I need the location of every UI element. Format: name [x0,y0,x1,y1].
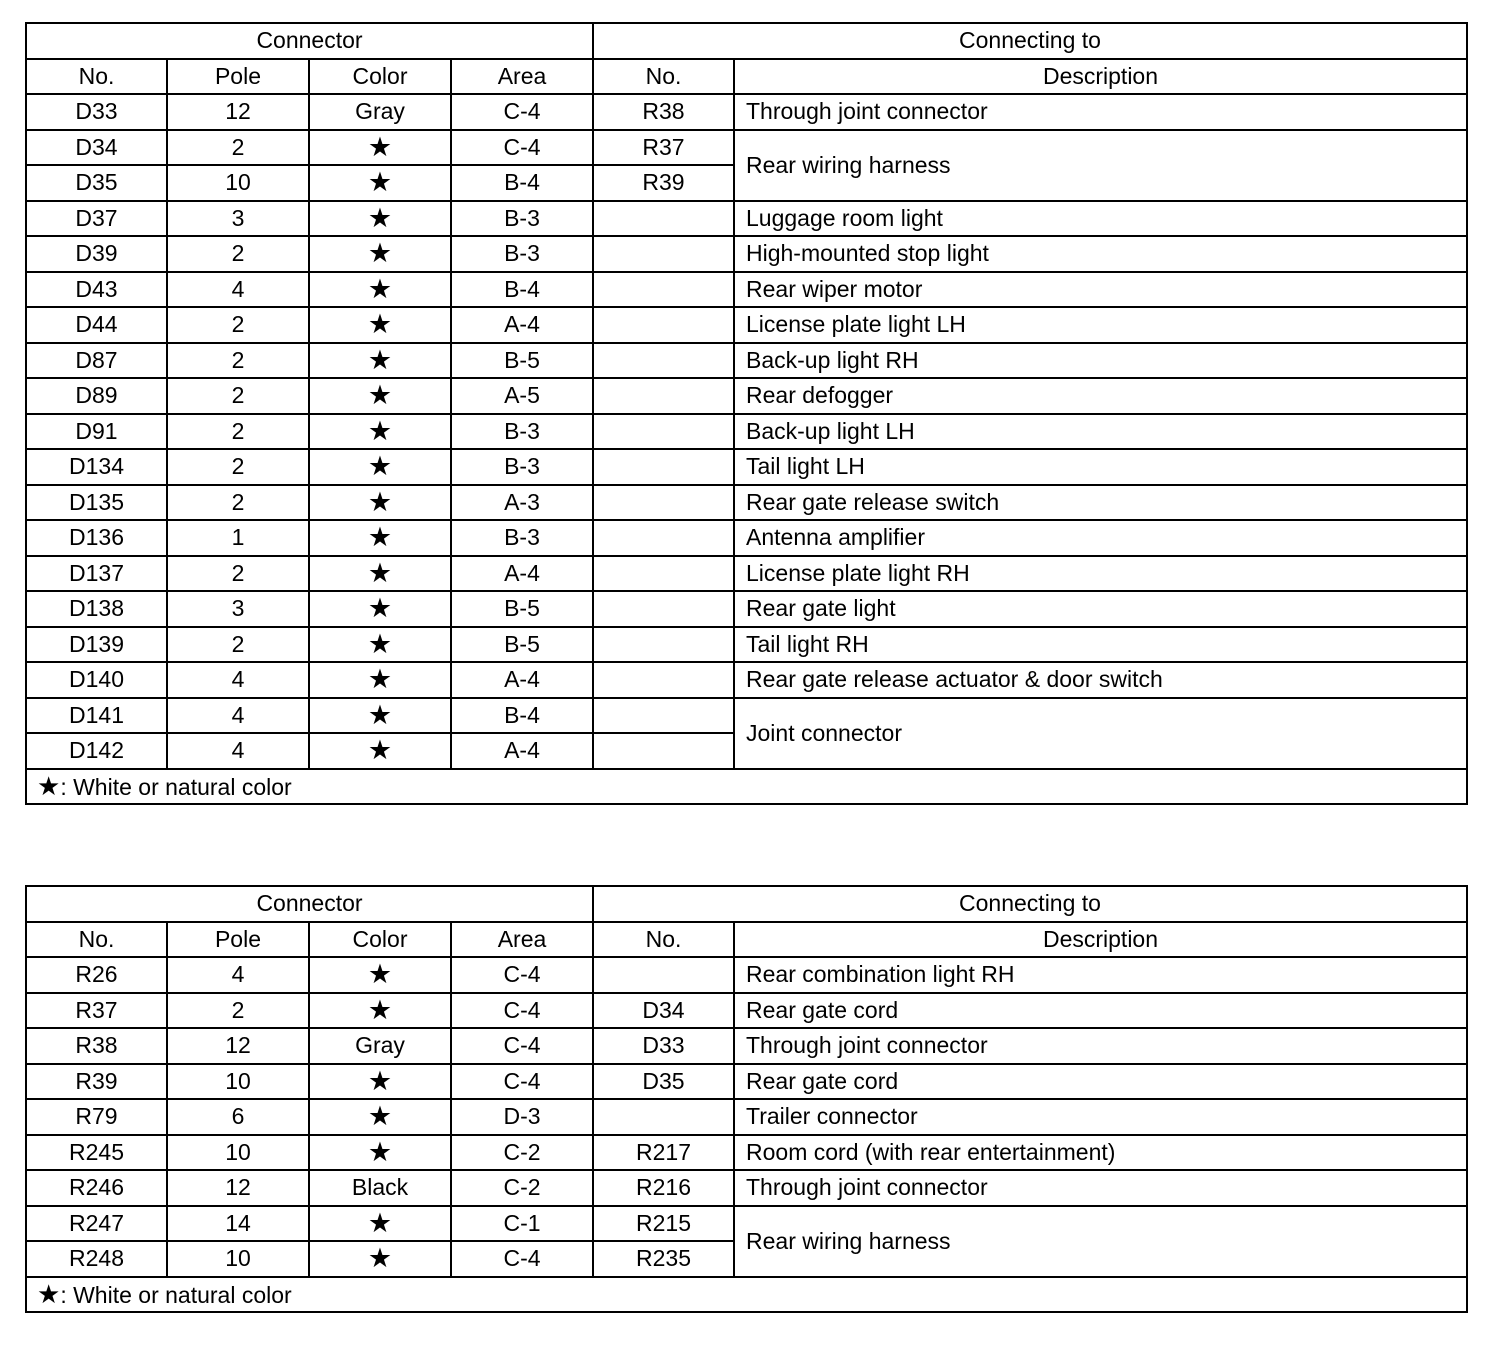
connecting-no: R38 [593,94,734,130]
star-icon: ★ [309,343,451,379]
area-code: C-1 [451,1206,593,1242]
area-code: C-4 [451,130,593,166]
star-icon: ★ [309,1064,451,1100]
description: Rear combination light RH [734,957,1467,993]
connector-no: D44 [26,307,167,343]
connector-no: D135 [26,485,167,521]
table-row [26,94,1467,130]
connector-no: D137 [26,556,167,592]
footnote-text: : White or natural color [60,1282,292,1309]
description: Rear gate cord [734,1064,1467,1100]
pole-count: 4 [167,272,309,308]
column-header-row [26,59,1467,95]
description: Luggage room light [734,201,1467,237]
connector-color: Gray [309,94,451,130]
table-row [26,1099,1467,1135]
connector-no: D134 [26,449,167,485]
area-code: C-2 [451,1170,593,1206]
table-row [26,485,1467,521]
area-code: A-4 [451,556,593,592]
connecting-no [593,378,734,414]
area-code: B-3 [451,449,593,485]
column-header-row [26,922,1467,958]
table-row [26,993,1467,1029]
table-row [26,591,1467,627]
description: Rear wiring harness [734,1206,1467,1277]
connector-group-header: Connector [26,23,593,59]
col-header-description: Description [734,59,1467,95]
pole-count: 2 [167,993,309,1029]
star-icon: ★ [309,272,451,308]
description: Through joint connector [734,94,1467,130]
col-header-area: Area [451,59,593,95]
area-code: B-5 [451,627,593,663]
area-code: B-5 [451,591,593,627]
col-header-no: No. [26,922,167,958]
star-icon: ★ [309,307,451,343]
connecting-no [593,591,734,627]
table-row [26,627,1467,663]
connecting-no: R217 [593,1135,734,1171]
pole-count: 10 [167,1064,309,1100]
connector-color: Gray [309,1028,451,1064]
area-code: C-4 [451,1241,593,1277]
connector-no: D142 [26,733,167,769]
star-icon: ★ [309,236,451,272]
description: Back-up light LH [734,414,1467,450]
table-row [26,957,1467,993]
connecting-to-group-header: Connecting to [593,23,1467,59]
description: Rear defogger [734,378,1467,414]
star-icon: ★ [309,485,451,521]
table-row [26,520,1467,556]
pole-count: 3 [167,591,309,627]
connector-no: R39 [26,1064,167,1100]
area-code: C-4 [451,94,593,130]
group-header-row [26,23,1467,59]
area-code: C-4 [451,1028,593,1064]
table-row [26,556,1467,592]
connecting-no [593,485,734,521]
pole-count: 2 [167,414,309,450]
star-icon: ★ [309,1206,451,1242]
area-code: B-3 [451,201,593,237]
area-code: D-3 [451,1099,593,1135]
connector-no: D138 [26,591,167,627]
connector-no: D35 [26,165,167,201]
table-row [26,343,1467,379]
pole-count: 2 [167,378,309,414]
area-code: B-4 [451,165,593,201]
col-header-no: No. [26,59,167,95]
pole-count: 4 [167,733,309,769]
connecting-no: R39 [593,165,734,201]
star-icon: ★ [37,1279,61,1310]
pole-count: 12 [167,1028,309,1064]
description: Rear gate release actuator & door switch [734,662,1467,698]
col-header-description: Description [734,922,1467,958]
table-row [26,307,1467,343]
star-icon: ★ [309,520,451,556]
connecting-no [593,698,734,734]
area-code: C-4 [451,957,593,993]
star-icon: ★ [309,1099,451,1135]
star-icon: ★ [309,591,451,627]
connector-no: R245 [26,1135,167,1171]
connecting-no: D34 [593,993,734,1029]
connector-no: D141 [26,698,167,734]
star-icon: ★ [309,130,451,166]
description: Rear gate light [734,591,1467,627]
description: License plate light LH [734,307,1467,343]
star-icon: ★ [309,698,451,734]
connector-no: D34 [26,130,167,166]
connecting-no [593,201,734,237]
connector-no: D87 [26,343,167,379]
connecting-no: D35 [593,1064,734,1100]
pole-count: 1 [167,520,309,556]
connector-no: R26 [26,957,167,993]
star-icon: ★ [309,627,451,663]
table-row [26,414,1467,450]
star-icon: ★ [309,733,451,769]
connecting-no [593,520,734,556]
table-row [26,1135,1467,1171]
col-header-pole: Pole [167,59,309,95]
connector-no: R246 [26,1170,167,1206]
connector-no: D43 [26,272,167,308]
star-icon: ★ [309,556,451,592]
table-row [26,662,1467,698]
pole-count: 2 [167,307,309,343]
description: Rear wiper motor [734,272,1467,308]
pole-count: 4 [167,957,309,993]
connector-no: R38 [26,1028,167,1064]
star-icon: ★ [309,378,451,414]
connector-no: D136 [26,520,167,556]
description: Tail light LH [734,449,1467,485]
table-row [26,201,1467,237]
connecting-no [593,307,734,343]
col-header-to-no: No. [593,922,734,958]
table-row [26,130,1467,166]
connector-table-r [25,885,1468,1313]
connector-no: D140 [26,662,167,698]
connector-no: R37 [26,993,167,1029]
connecting-no: R215 [593,1206,734,1242]
area-code: B-3 [451,520,593,556]
table-row [26,1170,1467,1206]
connecting-no [593,957,734,993]
footnote [26,769,1467,805]
star-icon: ★ [309,201,451,237]
connector-no: R247 [26,1206,167,1242]
pole-count: 2 [167,485,309,521]
pole-count: 10 [167,165,309,201]
pole-count: 3 [167,201,309,237]
connecting-no: R216 [593,1170,734,1206]
connector-group-header: Connector [26,886,593,922]
col-header-to-no: No. [593,59,734,95]
connector-no: D89 [26,378,167,414]
table-row [26,1064,1467,1100]
pole-count: 6 [167,1099,309,1135]
connecting-no: R37 [593,130,734,166]
area-code: B-4 [451,698,593,734]
description: License plate light RH [734,556,1467,592]
star-icon: ★ [309,449,451,485]
star-icon: ★ [309,662,451,698]
connecting-to-group-header: Connecting to [593,886,1467,922]
pole-count: 4 [167,698,309,734]
connector-no: R79 [26,1099,167,1135]
area-code: A-4 [451,307,593,343]
area-code: B-3 [451,414,593,450]
connector-table-d [25,22,1468,805]
connecting-no [593,627,734,663]
star-icon: ★ [309,414,451,450]
footnote-text: : White or natural color [60,774,292,801]
table-row [26,698,1467,734]
star-icon: ★ [309,993,451,1029]
description: Rear gate cord [734,993,1467,1029]
group-header-row [26,886,1467,922]
connector-no: D33 [26,94,167,130]
connecting-no [593,414,734,450]
pole-count: 10 [167,1241,309,1277]
pole-count: 2 [167,627,309,663]
description: Trailer connector [734,1099,1467,1135]
area-code: A-5 [451,378,593,414]
area-code: C-2 [451,1135,593,1171]
description: Through joint connector [734,1028,1467,1064]
star-icon: ★ [309,1135,451,1171]
star-icon: ★ [309,165,451,201]
description: Rear gate release switch [734,485,1467,521]
area-code: B-5 [451,343,593,379]
table-row [26,449,1467,485]
area-code: C-4 [451,1064,593,1100]
pole-count: 2 [167,556,309,592]
table-row [26,272,1467,308]
area-code: C-4 [451,993,593,1029]
star-icon: ★ [309,1241,451,1277]
area-code: B-3 [451,236,593,272]
col-header-pole: Pole [167,922,309,958]
table-row [26,1028,1467,1064]
connector-no: R248 [26,1241,167,1277]
pole-count: 2 [167,130,309,166]
connecting-no: R235 [593,1241,734,1277]
connector-no: D39 [26,236,167,272]
connecting-no [593,1099,734,1135]
connecting-no [593,343,734,379]
connector-no: D139 [26,627,167,663]
connecting-no [593,662,734,698]
footnote-row [26,769,1467,805]
connecting-no [593,236,734,272]
connecting-no [593,449,734,485]
footnote [26,1277,1467,1313]
connector-no: D91 [26,414,167,450]
pole-count: 12 [167,1170,309,1206]
pole-count: 2 [167,236,309,272]
pole-count: 2 [167,343,309,379]
star-icon: ★ [309,957,451,993]
description: Back-up light RH [734,343,1467,379]
description: Room cord (with rear entertainment) [734,1135,1467,1171]
pole-count: 2 [167,449,309,485]
star-icon: ★ [37,771,61,802]
description: Joint connector [734,698,1467,769]
connecting-no [593,733,734,769]
area-code: A-3 [451,485,593,521]
col-header-area: Area [451,922,593,958]
pole-count: 14 [167,1206,309,1242]
table-row [26,236,1467,272]
footnote-row [26,1277,1467,1313]
pole-count: 12 [167,94,309,130]
area-code: A-4 [451,662,593,698]
description: Through joint connector [734,1170,1467,1206]
connector-no: D37 [26,201,167,237]
description: Rear wiring harness [734,130,1467,201]
connecting-no [593,272,734,308]
connecting-no: D33 [593,1028,734,1064]
pole-count: 10 [167,1135,309,1171]
col-header-color: Color [309,922,451,958]
table-row [26,378,1467,414]
col-header-color: Color [309,59,451,95]
area-code: B-4 [451,272,593,308]
connecting-no [593,556,734,592]
description: High-mounted stop light [734,236,1467,272]
area-code: A-4 [451,733,593,769]
description: Antenna amplifier [734,520,1467,556]
connector-color: Black [309,1170,451,1206]
pole-count: 4 [167,662,309,698]
description: Tail light RH [734,627,1467,663]
table-row [26,1206,1467,1242]
